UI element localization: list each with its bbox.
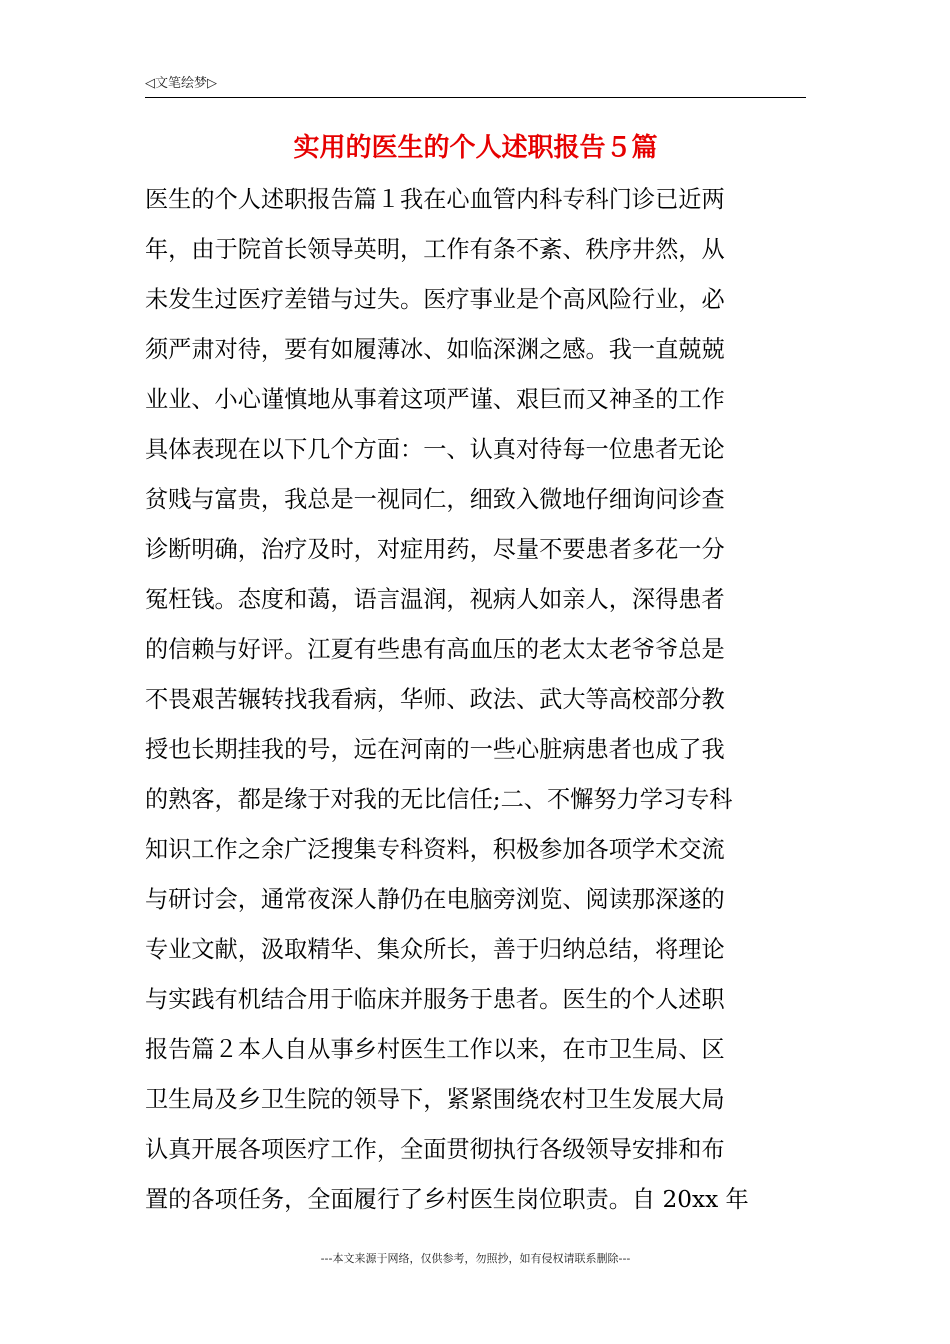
page-footer: ---本文来源于网络，仅供参考，勿照抄，如有侵权请联系删除--- bbox=[320, 1252, 631, 1265]
header-divider bbox=[145, 97, 806, 98]
body-line: 的熟客，都是缘于对我的无比信任;二、不懈努力学习专科 bbox=[145, 786, 733, 813]
body-line: 冤枉钱。态度和蔼，语言温润，视病人如亲人，深得患者 bbox=[145, 586, 725, 613]
body-line: 卫生局及乡卫生院的领导下，紧紧围绕农村卫生发展大局 bbox=[145, 1086, 725, 1113]
body-line: 的信赖与好评。江夏有些患有高血压的老太太老爷爷总是 bbox=[145, 636, 725, 663]
document-body bbox=[145, 175, 810, 1225]
body-line: 具体表现在以下几个方面：一、认真对待每一位患者无论 bbox=[145, 436, 725, 463]
document-title: 实用的医生的个人述职报告５篇 bbox=[293, 133, 658, 163]
body-line: 与实践有机结合用于临床并服务于患者。医生的个人述职 bbox=[145, 986, 725, 1013]
body-line: 未发生过医疗差错与过失。医疗事业是个高风险行业，必 bbox=[145, 286, 725, 313]
body-line: 认真开展各项医疗工作，全面贯彻执行各级领导安排和布 bbox=[145, 1136, 725, 1163]
body-line: 专业文献，汲取精华、集众所长，善于归纳总结，将理论 bbox=[145, 936, 725, 963]
body-line: 贫贱与富贵，我总是一视同仁，细致入微地仔细询问诊查 bbox=[145, 486, 725, 513]
body-line: 业业、小心谨慎地从事着这项严谨、艰巨而又神圣的工作 bbox=[145, 386, 725, 413]
body-line: 与研讨会，通常夜深人静仍在电脑旁浏览、阅读那深遂的 bbox=[145, 886, 725, 913]
page-header: ◁文笔绘梦▷ bbox=[145, 76, 217, 91]
body-line: 报告篇２本人自从事乡村医生工作以来，在市卫生局、区 bbox=[145, 1036, 725, 1063]
body-line: 医生的个人述职报告篇１我在心血管内科专科门诊已近两 bbox=[145, 186, 725, 213]
body-line: 不畏艰苦辗转找我看病，华师、政法、武大等高校部分教 bbox=[145, 686, 725, 713]
body-line: 须严肃对待，要有如履薄冰、如临深渊之感。我一直兢兢 bbox=[145, 336, 725, 363]
body-line: 诊断明确，治疗及时，对症用药，尽量不要患者多花一分 bbox=[145, 536, 725, 563]
body-line: 授也长期挂我的号，远在河南的一些心脏病患者也成了我 bbox=[145, 736, 725, 763]
body-line: 年，由于院首长领导英明，工作有条不紊、秩序井然，从 bbox=[145, 236, 725, 263]
body-line: 置的各项任务，全面履行了乡村医生岗位职责。自 20xx 年 bbox=[145, 1186, 749, 1213]
body-line: 知识工作之余广泛搜集专科资料，积极参加各项学术交流 bbox=[145, 836, 725, 863]
